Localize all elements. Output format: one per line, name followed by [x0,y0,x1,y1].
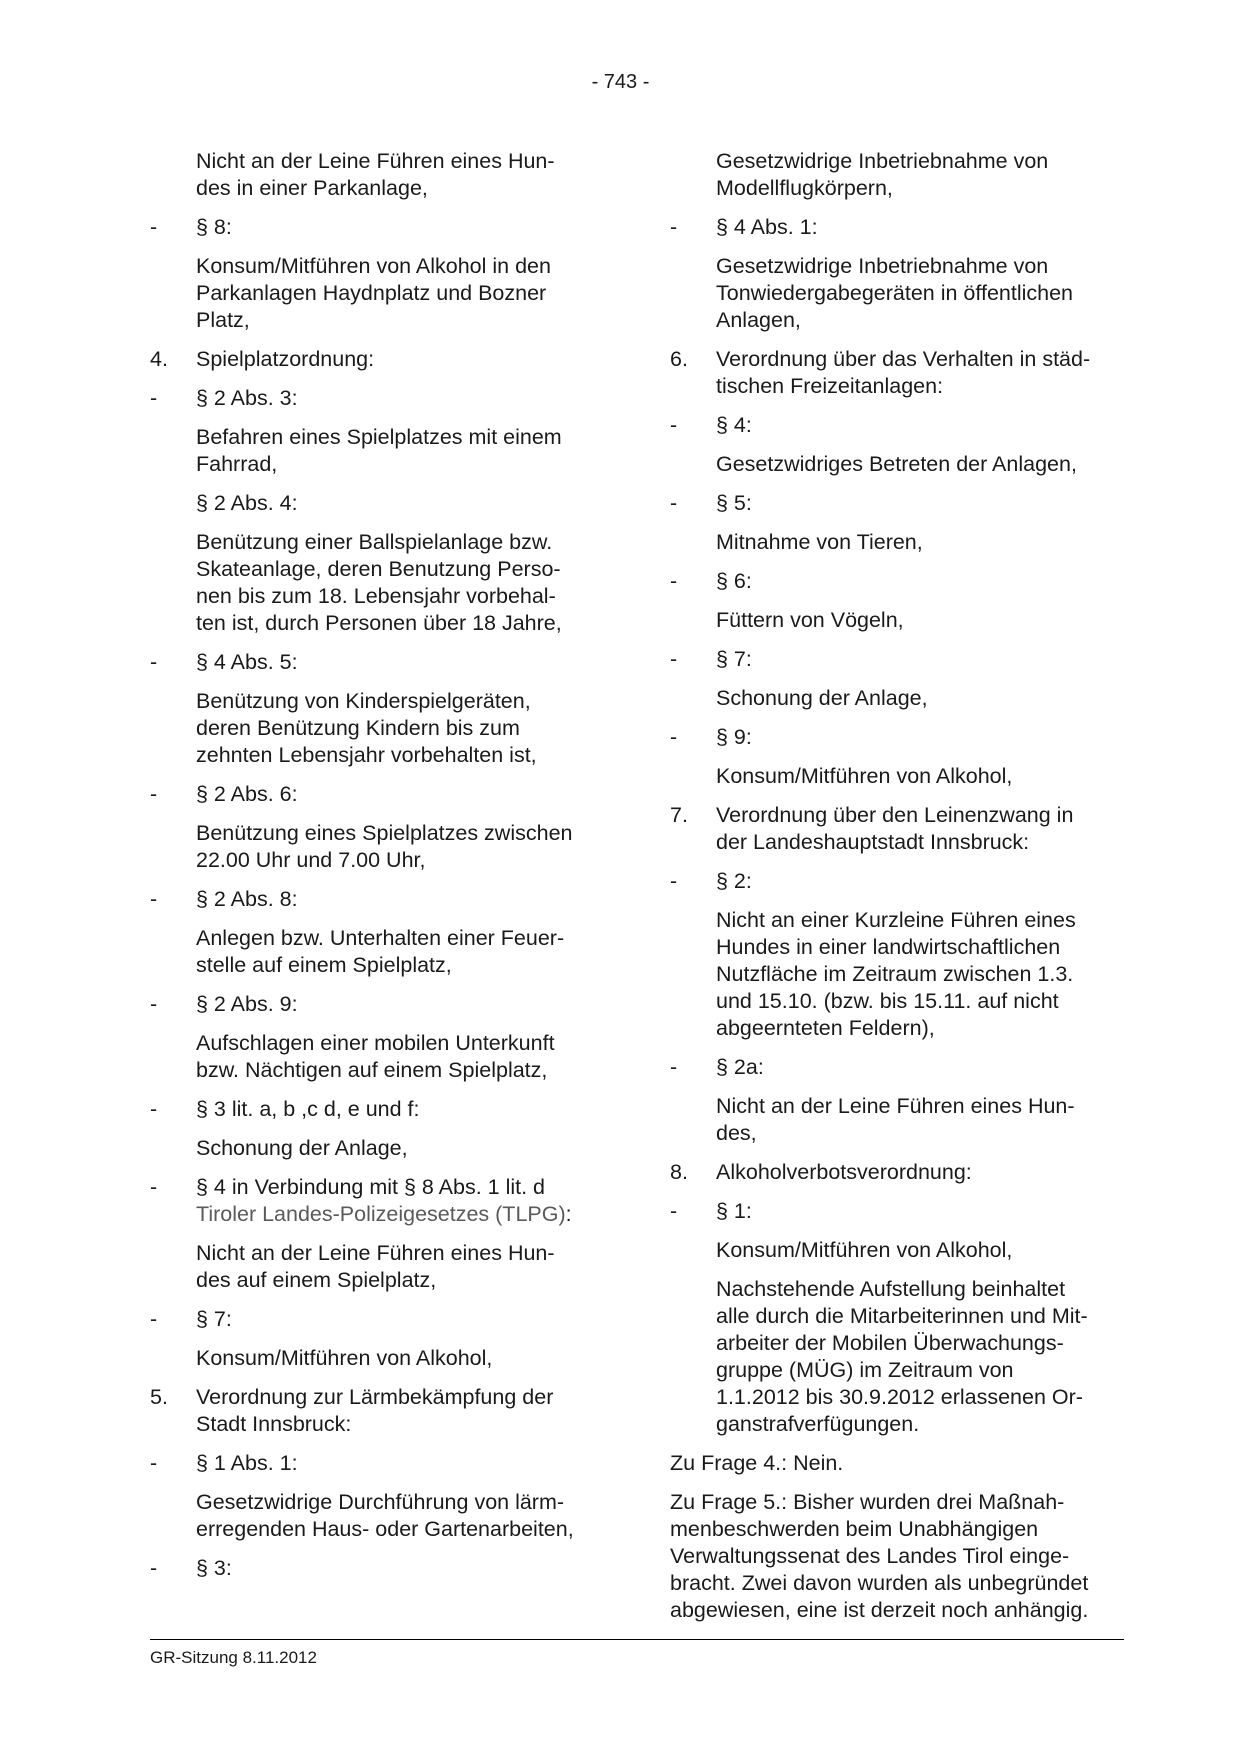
bullet-item [670,646,1125,673]
bullet-item [150,1174,605,1228]
item-marker: - [150,782,158,806]
item-marker: - [150,1451,158,1475]
item-text: § 5: [716,491,752,515]
item-description: Gesetzwidrige Durchführung von lärm- erregenden Haus- oder Gartenarbeiten, [196,1490,574,1541]
bullet-item [670,1198,1125,1225]
bullet-item [150,1096,605,1123]
bullet-item [150,1450,605,1477]
item-text: § 8: [196,215,232,239]
item-text: § 4: [716,413,752,437]
bullet-item [670,490,1125,517]
item-marker: - [670,413,678,437]
bullet-item [150,886,605,913]
item-marker: - [670,569,678,593]
page-number: - 743 - [591,71,650,93]
item-text: § 4 in Verbindung mit § 8 Abs. 1 lit. d Tiroler Landes-Polizeigesetzes (TLPG): [196,1175,572,1226]
item-marker: - [150,650,158,674]
bullet-item [150,1306,605,1333]
item-text: § 2 Abs. 6: [196,782,298,806]
item-description: Aufschlagen einer mobilen Unterkunft bzw. Nächtigen auf einem Spielplatz, [196,1031,555,1082]
item-description: Benützung einer Ballspielanlage bzw. Skateanlage, deren Benutzung Perso- nen bis zum 18. Lebensjahr vorbehal- ten ist, durch Personen über 18 Jahre, [196,530,562,635]
item-marker: - [150,1307,158,1331]
bullet-item [150,214,605,241]
item-description: Schonung der Anlage, [196,1136,408,1160]
item-marker: - [150,386,158,410]
item-marker: - [150,1175,158,1199]
item-text: Verordnung über das Verhalten in städ- tischen Freizeitanlagen: [716,347,1091,398]
item-text: Spielplatzordnung: [196,347,375,371]
right-column [670,148,1125,1636]
item-description: Konsum/Mitführen von Alkohol, [716,1238,1013,1262]
bullet-item [150,1555,605,1582]
item-text: Verordnung über den Leinenzwang in der Landeshauptstadt Innsbruck: [716,803,1074,854]
bullet-item [150,649,605,676]
item-text: § 1 Abs. 1: [196,1451,298,1475]
footer-session-date: GR-Sitzung 8.11.2012 [150,1648,317,1667]
item-marker: 6. [670,347,688,371]
item-description: Benützung eines Spielplatzes zwischen 22.00 Uhr und 7.00 Uhr, [196,821,573,872]
answer-paragraph: Zu Frage 5.: Bisher wurden drei Maßnah- menbeschwerden beim Unabhängigen Verwaltungssenat des Landes Tirol einge- bracht. Zwei davon wurden als unbegründet abgewiesen, eine ist derzeit noch anhängig. [670,1490,1089,1622]
answer-paragraph: Zu Frage 4.: Nein. [670,1451,844,1475]
bullet-item [150,781,605,808]
left-column [150,148,605,1594]
item-marker: - [670,1199,678,1223]
item-description: Schonung der Anlage, [716,686,928,710]
bullet-item [670,1054,1125,1081]
item-text: § 2a: [716,1055,764,1079]
bullet-item [670,568,1125,595]
item-description: Mitnahme von Tieren, [716,530,923,554]
item-text: Alkoholverbotsverordnung: [716,1160,972,1184]
item-description: Füttern von Vögeln, [716,608,904,632]
item-marker: - [670,725,678,749]
item-description: Nicht an der Leine Führen eines Hun- des in einer Parkanlage, [196,149,555,200]
numbered-item [670,346,1125,400]
item-marker: 7. [670,803,688,827]
item-marker: 5. [150,1385,168,1409]
item-marker: 8. [670,1160,688,1184]
item-description: Gesetzwidrige Inbetriebnahme von Modellflugkörpern, [716,149,1049,200]
item-marker: - [150,1097,158,1121]
item-text: § 2 Abs. 9: [196,992,298,1016]
item-description: Gesetzwidrige Inbetriebnahme von Tonwiedergabegeräten in öffentlichen Anlagen, [716,254,1074,332]
footer-divider [150,1639,1124,1640]
item-description: Konsum/Mitführen von Alkohol, [196,1346,493,1370]
numbered-item [670,1159,1125,1186]
bullet-item [670,868,1125,895]
item-marker: 4. [150,347,168,371]
numbered-item [670,802,1125,856]
item-text: § 1: [716,1199,752,1223]
law-reference: Tiroler Landes-Polizeigesetzes (TLPG) [196,1202,566,1226]
item-description: Konsum/Mitführen von Alkohol, [716,764,1013,788]
item-description: Nicht an der Leine Führen eines Hun- des auf einem Spielplatz, [196,1241,555,1292]
item-marker: - [150,887,158,911]
item-text: § 2: [716,869,752,893]
item-text: § 2 Abs. 8: [196,887,298,911]
bullet-item [150,991,605,1018]
item-text: § 7: [196,1307,232,1331]
item-marker: - [150,1556,158,1580]
item-text: § 7: [716,647,752,671]
item-description: Gesetzwidriges Betreten der Anlagen, [716,452,1077,476]
item-marker: - [670,215,678,239]
bullet-item [670,412,1125,439]
item-text: Verordnung zur Lärmbekämpfung der Stadt Innsbruck: [196,1385,554,1436]
item-text: § 3 lit. a, b ,c d, e und f: [196,1097,420,1121]
item-description: Konsum/Mitführen von Alkohol in den Parkanlagen Haydnplatz und Bozner Platz, [196,254,551,332]
item-description: Nicht an der Leine Führen eines Hun- des, [716,1094,1075,1145]
numbered-item [150,346,605,373]
item-marker: - [150,215,158,239]
item-text: § 2 Abs. 3: [196,386,298,410]
item-marker: - [150,992,158,1016]
item-text: § 4 Abs. 5: [196,650,298,674]
item-text: § 4 Abs. 1: [716,215,818,239]
item-description: Nachstehende Aufstellung beinhaltet alle durch die Mitarbeiterinnen und Mit- arbeiter der Mobilen Überwachungs- gruppe (MÜG) im Zeitraum von 1.1.2012 bis 30.9.2012 erlassenen Or- ganstrafverfügungen. [716,1277,1088,1436]
item-text: § 6: [716,569,752,593]
bullet-item [670,214,1125,241]
item-description: Benützung von Kinderspielgeräten, deren Benützung Kindern bis zum zehnten Lebensjahr vorbehalten ist, [196,689,537,767]
bullet-item [670,724,1125,751]
item-description: § 2 Abs. 4: [196,491,298,515]
item-description: Befahren eines Spielplatzes mit einem Fahrrad, [196,425,562,476]
item-description: Anlegen bzw. Unterhalten einer Feuer- stelle auf einem Spielplatz, [196,926,565,977]
item-marker: - [670,647,678,671]
item-description: Nicht an einer Kurzleine Führen eines Hundes in einer landwirtschaftlichen Nutzfläche im Zeitraum zwischen 1.3. und 15.10. (bzw. bis 15.11. auf nicht abgeernteten Feldern), [716,908,1076,1040]
item-marker: - [670,869,678,893]
item-text: § 3: [196,1556,232,1580]
item-marker: - [670,1055,678,1079]
item-text: § 9: [716,725,752,749]
numbered-item [150,1384,605,1438]
bullet-item [150,385,605,412]
item-marker: - [670,491,678,515]
